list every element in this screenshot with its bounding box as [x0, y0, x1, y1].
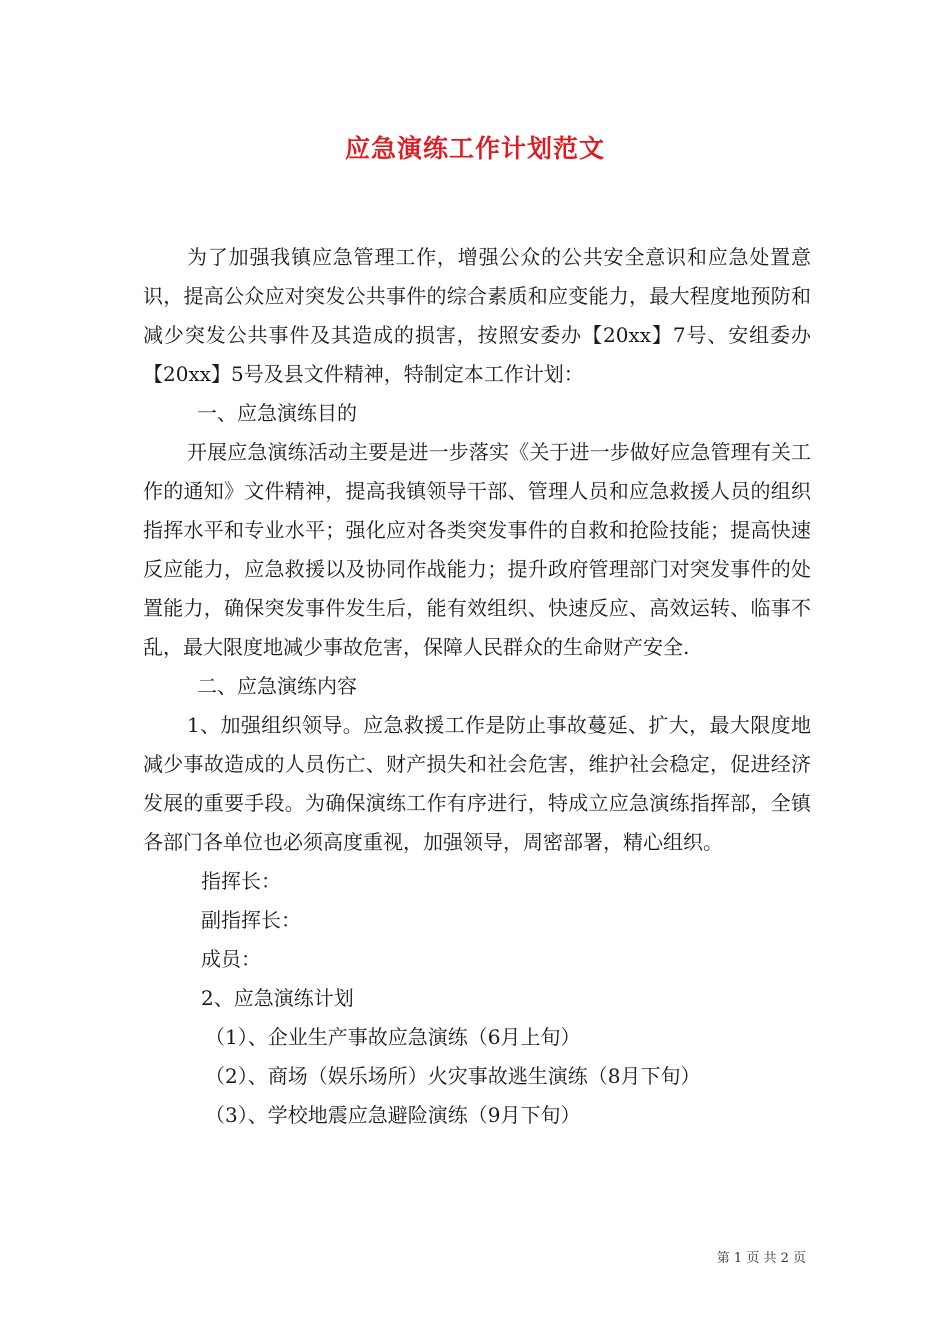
section-heading-content: 二、应急演练内容	[197, 674, 357, 698]
drill-plan-item: （3）、学校地震应急避险演练（9月下旬）	[205, 1103, 581, 1127]
drill-plan-heading: 2、应急演练计划	[201, 986, 354, 1010]
section-heading-purpose: 一、应急演练目的	[197, 401, 357, 425]
drill-plan-item: （2）、商场（娱乐场所）火灾事故逃生演练（8月下旬）	[205, 1064, 701, 1088]
document-title: 应急演练工作计划范文	[344, 134, 605, 163]
intro-paragraph: 为了加强我镇应急管理工作，增强公众的公共安全意识和应急处置意识，提高公众应对突发公共事件的综合素质和应变能力，最大程度地预防和减少突发公共事件及其造成的损害，按照安委办【20xx】7号、安组委办【20xx】5号及县文件精神，特制定本工作计划：	[143, 245, 811, 386]
page-number: 第 1 页 共 2 页	[716, 1251, 806, 1266]
purpose-paragraph: 开展应急演练活动主要是进一步落实《关于进一步做好应急管理有关工作的通知》文件精神，提高我镇领导干部、管理人员和应急救援人员的组织指挥水平和专业水平；强化应对各类突发事件的自救和抢险技能；提高快速反应能力，应急救援以及协同作战能力；提升政府管理部门对突发事件的处置能力，确保突发事件发生后，能有效组织、快速反应、高效运转、临事不乱，最大限度地减少事故危害，保障人民群众的生命财产安全.	[143, 440, 811, 659]
members-line: 成员：	[201, 947, 261, 971]
document-body	[143, 238, 811, 1135]
deputy-commander-line: 副指挥长：	[201, 908, 301, 932]
drill-plan-item: （1）、企业生产事故应急演练（6月上旬）	[205, 1025, 581, 1049]
commander-line: 指挥长：	[201, 869, 281, 893]
organization-paragraph: 1、加强组织领导。应急救援工作是防止事故蔓延、扩大，最大限度地减少事故造成的人员伤亡、财产损失和社会危害，维护社会稳定，促进经济发展的重要手段。为确保演练工作有序进行，特成立应急演练指挥部，全镇各部门各单位也必须高度重视，加强领导，周密部署，精心组织。	[143, 713, 811, 854]
